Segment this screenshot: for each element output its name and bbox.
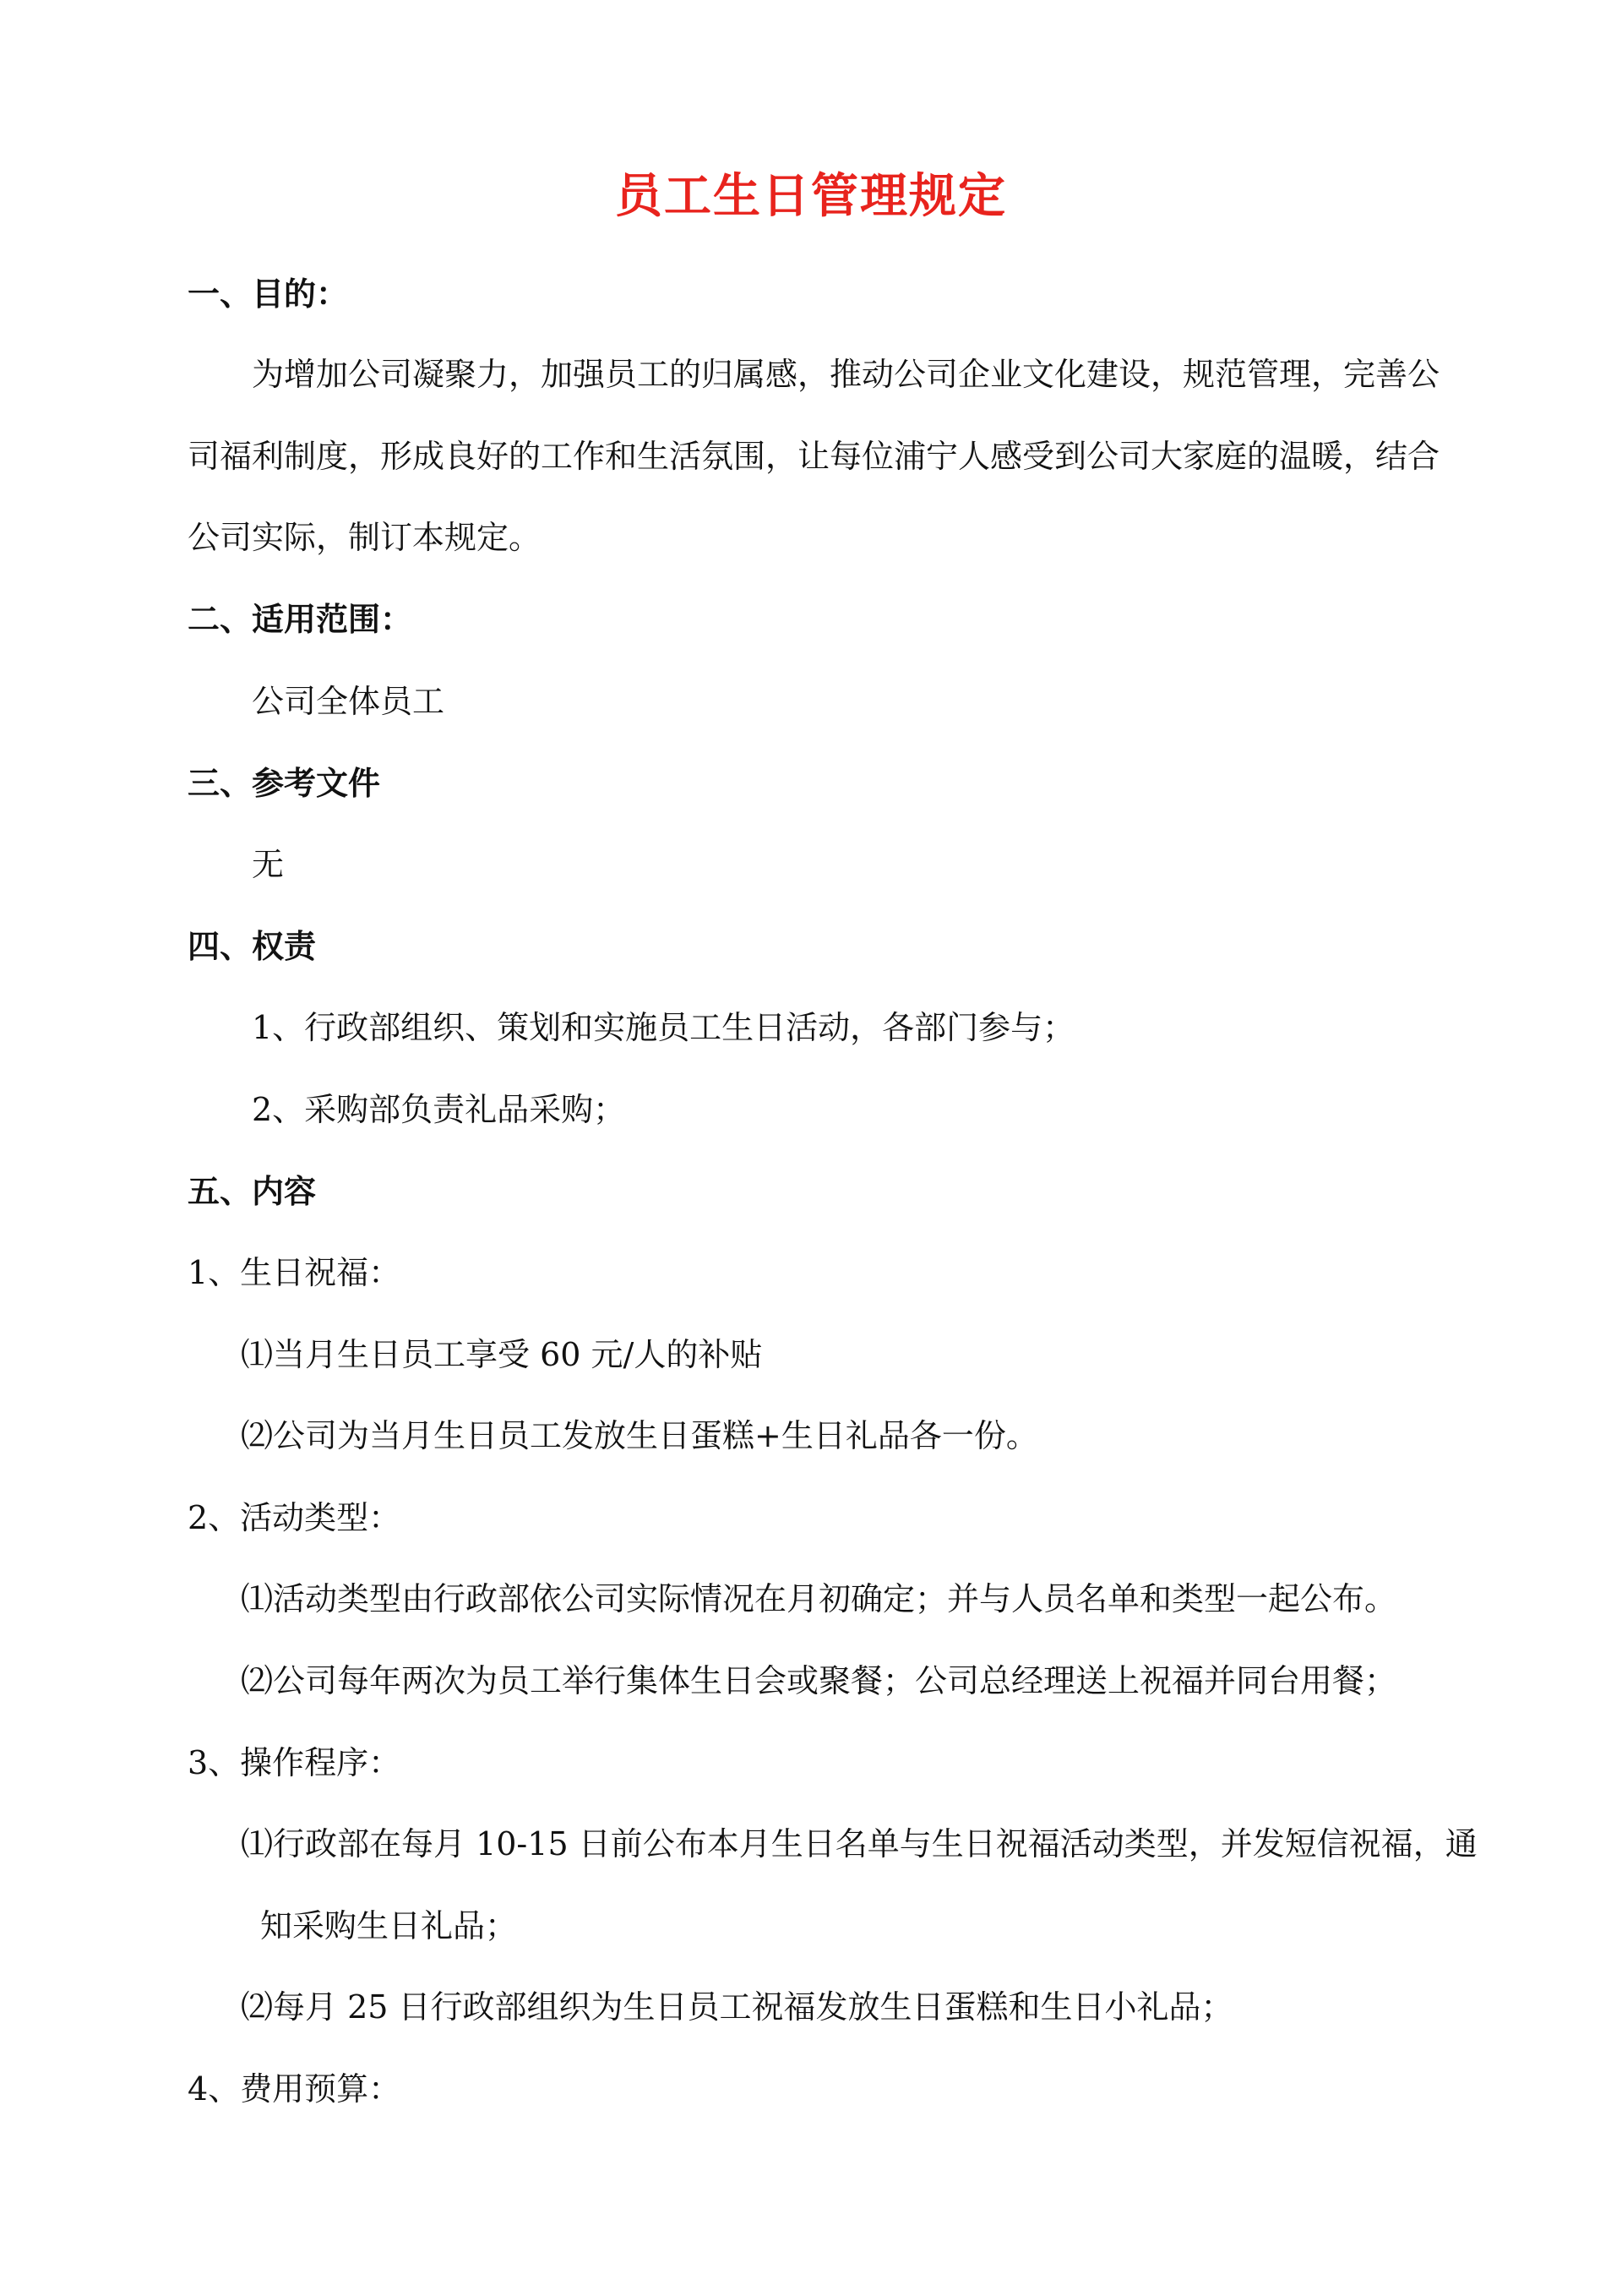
paragraph-line: 公司实际，制订本规定。 — [188, 519, 542, 556]
paragraph-line: 司福利制度，形成良好的工作和生活氛围，让每位浦宁人感受到公司大家庭的温暖，结合 — [188, 438, 1440, 475]
list-item: ⑵每月 25 日行政部组织为生日员工祝福发放生日蛋糕和生日小礼品； — [241, 1988, 1233, 2026]
section-heading-responsibilities: 四、权责 — [188, 928, 317, 965]
paragraph-line: 公司全体员工 — [252, 683, 445, 720]
subsection-label-activity-type: 2、活动类型： — [188, 1499, 401, 1536]
list-item: ⑵公司每年两次为员工举行集体生日会或聚餐；公司总经理送上祝福并同台用餐； — [241, 1662, 1397, 1699]
section-heading-references: 三、参考文件 — [188, 765, 381, 802]
document-title: 员工生日管理规定 — [615, 168, 1007, 224]
list-item: ⑴行政部在每月 10-15 日前公布本月生日名单与生日祝福活动类型，并发短信祝福，通 — [241, 1825, 1478, 1862]
subsection-label-budget: 4、费用预算： — [188, 2070, 401, 2108]
section-heading-purpose: 一、目的： — [188, 275, 349, 313]
paragraph-line: 无 — [252, 846, 285, 883]
list-item: ⑴活动类型由行政部依公司实际情况在月初确定；并与人员名单和类型一起公布。 — [241, 1580, 1397, 1617]
list-item: 2、采购部负责礼品采购； — [252, 1091, 626, 1128]
list-item: ⑴当月生日员工享受 60 元/人的补贴 — [241, 1336, 763, 1373]
list-item-continuation: 知采购生日礼品； — [260, 1907, 518, 1944]
paragraph-line: 为增加公司凝聚力，加强员工的归属感，推动公司企业文化建设，规范管理，完善公 — [252, 356, 1440, 393]
section-heading-content: 五、内容 — [188, 1173, 317, 1210]
section-heading-scope: 二、适用范围： — [188, 601, 413, 638]
subsection-label-birthday-wishes: 1、生日祝福： — [188, 1254, 401, 1291]
subsection-label-procedure: 3、操作程序： — [188, 1744, 401, 1781]
list-item: ⑵公司为当月生日员工发放生日蛋糕+生日礼品各一份。 — [241, 1417, 1038, 1454]
list-item: 1、行政部组织、策划和实施员工生日活动，各部门参与； — [252, 1009, 1075, 1046]
